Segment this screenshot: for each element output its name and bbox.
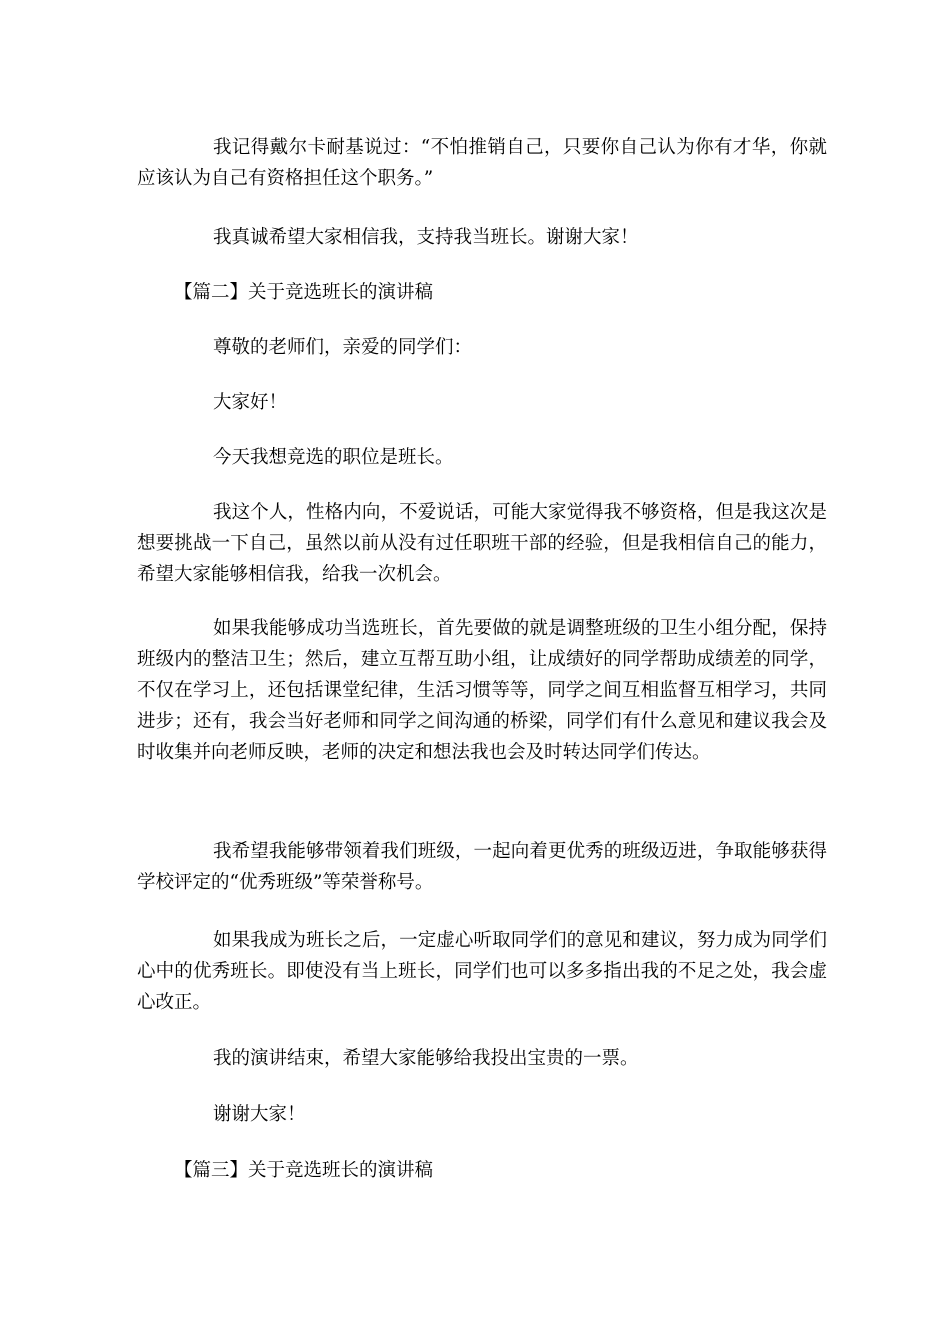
paragraph-ending: 我的演讲结束，希望大家能够给我投出宝贵的一票。	[213, 1048, 639, 1069]
paragraph-introduction: 我这个人，性格内向，不爱说话，可能大家觉得我不够资格，但是我这次是想要挑战一下自己，虽然以前从没有过任职班干部的经验，但是我相信自己的能力，希望大家能够相信我，给我一次机会。	[137, 502, 827, 585]
paragraph-hope: 我希望我能够带领着我们班级，一起向着更优秀的班级迈进，争取能够获得学校评定的“优秀班级”等荣誉称号。	[137, 841, 827, 893]
section-heading-2: 【篇二】关于竞选班长的演讲稿	[174, 282, 434, 303]
paragraph-thanks: 谢谢大家！	[213, 1104, 306, 1125]
paragraph-promise: 如果我成为班长之后，一定虚心听取同学们的意见和建议，努力成为同学们心中的优秀班长。即使没有当上班长，同学们也可以多多指出我的不足之处，我会虚心改正。	[137, 930, 827, 1013]
paragraph-greeting: 大家好！	[213, 392, 288, 413]
paragraph-position: 今天我想竞选的职位是班长。	[213, 447, 454, 468]
paragraph-closing-1: 我真诚希望大家相信我，支持我当班长。谢谢大家！	[213, 227, 639, 248]
paragraph-salutation: 尊敬的老师们，亲爱的同学们：	[213, 337, 473, 358]
paragraph-plans: 如果我能够成功当选班长，首先要做的就是调整班级的卫生小组分配，保持班级内的整洁卫生；然后，建立互帮互助小组，让成绩好的同学帮助成绩差的同学，不仅在学习上，还包括课堂纪律，生活习惯等等，同学之间互相监督互相学习，共同进步；还有，我会当好老师和同学之间沟通的桥梁，同学们有什么意见和建议我会及时收集并向老师反映，老师的决定和想法我也会及时转达同学们传达。	[137, 618, 827, 763]
section-heading-3: 【篇三】关于竞选班长的演讲稿	[174, 1160, 434, 1181]
paragraph-quote: 我记得戴尔卡耐基说过：“不怕推销自己，只要你自己认为你有才华，你就应该认为自己有资格担任这个职务。”	[137, 137, 827, 189]
